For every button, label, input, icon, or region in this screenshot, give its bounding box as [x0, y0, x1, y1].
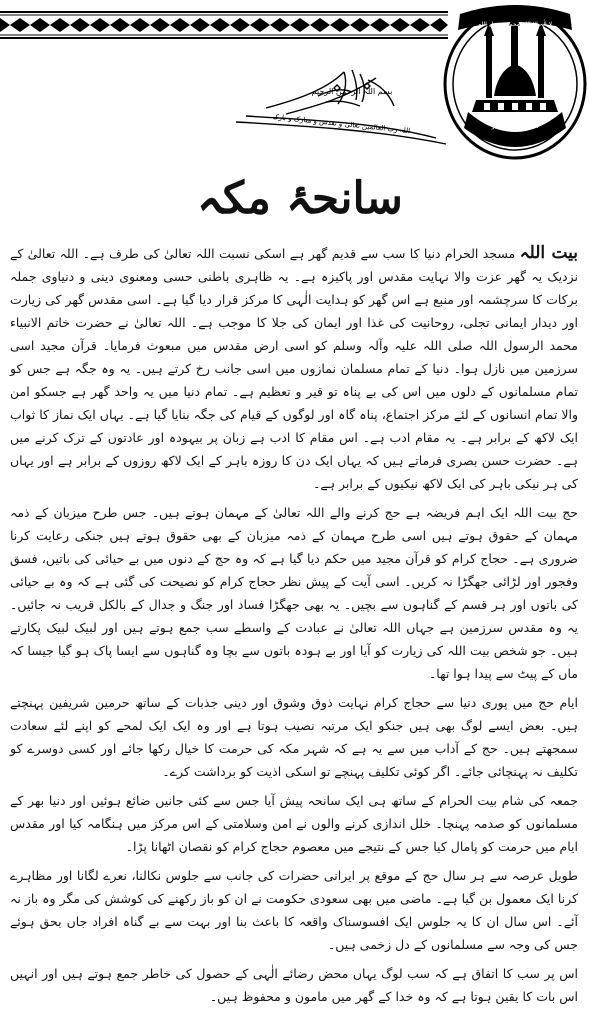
basmala-calligraphy	[226, 60, 456, 145]
seal-ring-top-text: لا الٰہ الا اللہ محمد رسول اللہ	[477, 21, 553, 28]
paragraph-1	[10, 242, 578, 495]
seal-ring-bottom-text: اللہ اکبر ، اللہ اکبر	[491, 123, 539, 130]
header-ornament-band	[0, 10, 448, 40]
article-body	[10, 242, 578, 1014]
paragraph-2: حج بیت اللہ ایک اہم فریضہ ہے حج کرنے والے اللہ تعالیٰ کے مہمان ہوتے ہیں۔ جس طرح میزبان کے ذمہ مہمان کے حقوق ہوتے ہیں اسی طرح مہمان کے ذمہ میزبان کے بھی حقوق ہوتے ہیں جنکی رعایت کرنا ضروری ہے۔ حجاج کرام کو قرآن مجید میں حکم دیا گیا ہے کہ وہ حج کے دنوں میں بے حیائی کی باتیں، فسق وفجور اور لڑائی جھگڑا نہ کریں۔ اسی آیت کے پیش نظر حجاج کرام کو نصیحت کی گئی ہے کہ وہ بے حیائی کی باتوں اور ہر قسم کے گناہوں سے بچیں۔ یہ بھی جھگڑا فساد اور جنگ و جدال کے بالکل قریب نہ جائیں۔ یہ وہ مقدس سرزمین ہے جہاں اللہ تعالیٰ نے عبادت کے واسطے سب جمع ہوتے ہیں اور لبیک لبیک پکارتے ہیں۔ جو شخص بیت اللہ کی زیارت کو آیا اور بے ہودہ باتوں سے بچا وہ گناہوں سے ایسا پاک ہو گیا جیسا کہ ماں کے پیٹ سے پیدا ہوا تھا۔	[10, 505, 578, 681]
basmala-text: بسم اللہ الرحمن الرحیم	[311, 87, 393, 96]
calligraphy-graphic	[226, 60, 456, 145]
organization-seal-emblem	[440, 0, 590, 160]
lead-word: بیت اللہ	[519, 243, 578, 263]
paragraph-5: طویل عرصہ سے ہر سال حج کے موقع پر ایرانی حضرات کی جانب سے جلوس نکالنا، نعرے لگانا اور مظاہرے کرنا ایک معمول بن گیا ہے۔ ماضی میں بھی سعودی حکومت نے ان کو باز رکھنے کی کوشش کی مگر وہ باز نہ آئے۔ اس سال ان کا یہ جلوس ایک افسوسناک واقعہ کا باعث بنا اور بہت سے بے گناہ افراد جاں بحق ہوئے جس کی وجہ سے مسلمانوں کے دل زخمی ہیں۔	[10, 868, 578, 952]
seal-graphic	[440, 0, 590, 160]
page-title: سانحۂ مکہ	[197, 173, 403, 224]
paragraph-4: جمعہ کی شام بیت الحرام کے ساتھ ہی ایک سانحہ پیش آیا جس سے کئی جانیں ضائع ہوئیں اور دنیا بھر کے مسلمانوں کو صدمہ پہنچا۔ خلل اندازی کرنے والوں نے امن وسلامتی کے اس مرکز میں ہنگامہ کیا اور مقدس ایام میں حرمت کو پامال کیا جس کے نتیجے میں معصوم حجاج کرام کو نقصان اٹھانا پڑا۔	[10, 793, 578, 854]
paragraph-1-text: مسجد الحرام دنیا کا سب سے قدیم گھر ہے اسکی نسبت اللہ تعالیٰ کی طرف ہے۔ اللہ تعالیٰ کے نزدیک یہ گھر عزت والا نہایت مقدس اور پاکیزہ ہے۔ یہ ظاہری باطنی حسی ومعنوی دینی و دنیاوی جملہ برکات کا سرچشمہ اور منبع ہے اس گھر کو ہدایت الٰہی کا مرکز قرار دیا گیا ہے۔ اسی مقدس گھر کی زیارت اور دیدار ایمانی تجلی، روحانیت کی غذا اور ایمان کی جلا کا موجب ہے۔ اللہ تعالیٰ نے حضرت خاتم الانبیاء محمد الرسول اللہ صلی اللہ علیہ وآلہ وسلم کو اسی ارض مقدس میں مبعوث فرمایا۔ قرآن مجید اسی سرزمین میں نازل ہوا۔ دنیا کے تمام مسلمان نمازوں میں اسی جانب رخ کرتے ہیں۔ یہ وہ جگہ ہے جس کو تمام مسلمانوں کے دلوں میں اس کی بے پناہ تو قیر و تعظیم ہے۔ تمام دنیا میں یہ واحد گھر ہے جسکو امن والا تمام انسانوں کے لئے مرکز اجتماع، پناہ گاہ اور لوگوں کے قیام کی جگہ بنایا گیا ہے۔ یہاں ایک نماز کا ثواب ایک لاکھ کے برابر ہے۔ یہ مقام ادب ہے۔ اس مقام کا ادب ہے زبان پر بیہودہ اور عادتوں کے ترک کرنے میں ہے۔ حضرت حسن بصری فرماتے ہیں کہ یہاں ایک دن کا روزہ باہر کے ایک لاکھ روزوں کے برابر ہے اور یہاں کی ہر نیکی باہر کی ایک لاکھ نیکیوں کے برابر ہے۔	[10, 246, 578, 491]
paragraph-3: ایام حج میں پوری دنیا سے حجاج کرام نہایت ذوق وشوق اور دینی جذبات کے ساتھ حرمین شریفین پہنچتے ہیں۔ بعض ایسے لوگ بھی ہیں جنکو ایک مرتبہ نصیب ہوتا ہے اور وہ ایک ایک لمحے کو اپنے لئے سعادت سمجھتے ہیں۔ حج کے آداب میں سے یہ ہے کہ شہر مکہ کی حرمت کا خیال رکھا جائے اور کسی دوسرے کو تکلیف نہ پہنچائی جائے۔ اگر کوئی تکلیف پہنچے تو اسکی اذیت کو برداشت کرے۔	[10, 695, 578, 779]
ornament-band-graphic	[0, 10, 448, 40]
basmala-subtext: اللہ رب العالمین تعالیٰ و تقدس و مبارک و بارک	[271, 112, 411, 136]
paragraph-6: اس پر سب کا اتفاق ہے کہ سب لوگ یہاں محض رضائے الٰہی کے حصول کی خاطر جمع ہوتے ہیں اور انہیں اس بات کا یقین ہوتا ہے کہ وہ خدا کے گھر میں مامون و محفوظ ہیں۔	[10, 966, 578, 1004]
